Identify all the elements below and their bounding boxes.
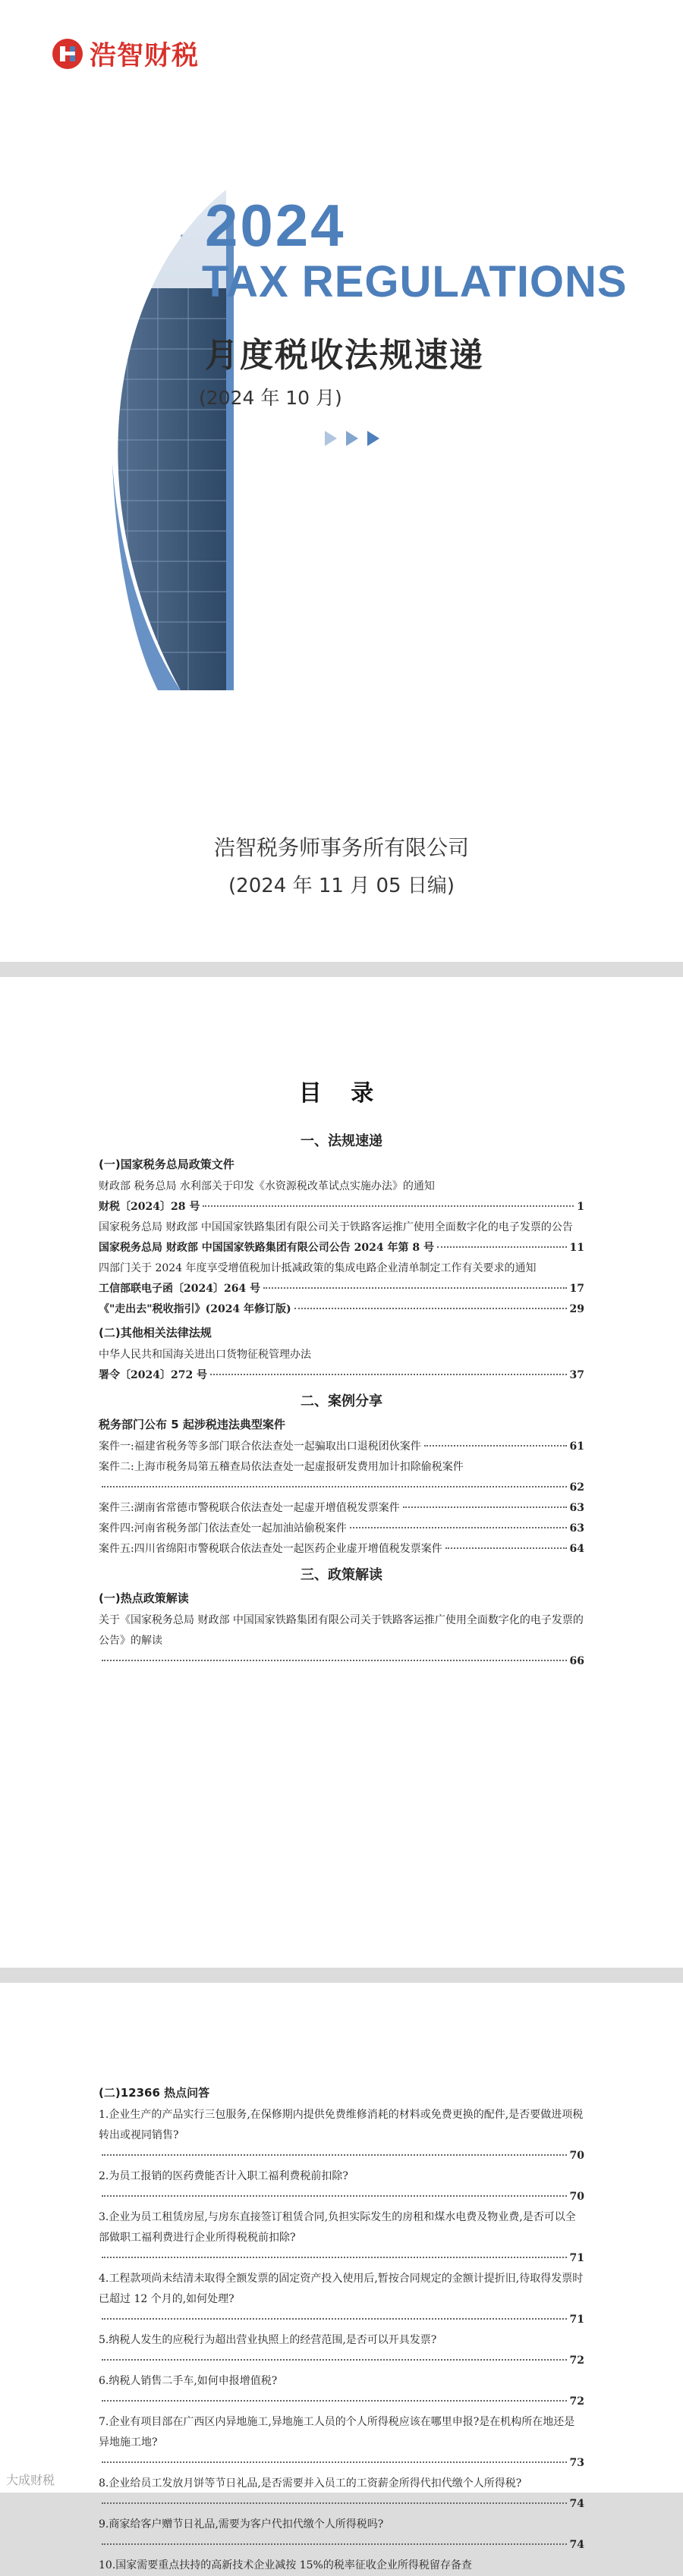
toc-entry-line[interactable] — [99, 1539, 584, 1560]
toc-entry-description: 中华人民共和国海关进出口货物征税管理办法 — [99, 1349, 311, 1361]
toc-section-heading: 二、案例分享 — [301, 1393, 382, 1409]
toc-leader-dots — [210, 1374, 566, 1375]
toc-entry-text: 案件三:湖南省常德市警税联合依法查处一起虚开增值税发票案件 — [99, 1502, 400, 1514]
toc-entry-line[interactable] — [99, 2453, 584, 2474]
toc-leader-dots — [102, 2359, 567, 2361]
toc-entry-text: 国家税务总局 财政部 中国国家铁路集团有限公司公告 2024 年第 8 号 — [99, 1242, 434, 1254]
toc-leader-dots — [102, 2257, 567, 2258]
qa-item-text: 8.企业给员工发放月饼等节日礼品,是否需要并入员工的工资薪金所得代扣代缴个人所得税? — [99, 2477, 522, 2490]
toc-entry-line[interactable] — [99, 1197, 584, 1217]
qa-item-text: 7.企业有项目部在广西区内异地施工,异地施工人员的个人所得税应该在哪里申报?是在机构所在地还是异地施工地? — [99, 2416, 575, 2449]
toc-page-number: 74 — [569, 2539, 584, 2551]
toc-entry-text: 《"走出去"税收指引》(2024 年修订版) — [99, 1303, 291, 1315]
toc-entry-description[interactable]: 案件二:上海市税务局第五稽查局依法查处一起虚报研发费用加计扣除偷税案件 — [99, 1461, 464, 1473]
toc-leader-dots — [294, 1308, 567, 1309]
toc-leader-dots — [403, 1506, 567, 1508]
toc-page-number: 63 — [569, 1522, 584, 1535]
toc-page-number: 66 — [569, 1655, 584, 1667]
toc-subsection-label: (一)国家税务总局政策文件 — [99, 1158, 234, 1171]
company-logo — [50, 35, 199, 73]
toc-page-number: 72 — [569, 2355, 584, 2367]
toc-entry-text: 案件五:四川省绵阳市警税联合依法查处一起医药企业虚开增值税发票案件 — [99, 1543, 442, 1555]
toc-page-number: 29 — [569, 1303, 584, 1315]
qa-item-text: 6.纳税人销售二手车,如何申报增值税? — [99, 2375, 278, 2387]
toc-leader-dots — [424, 1445, 567, 1447]
toc-leader-dots — [350, 1527, 567, 1528]
toc-entry-line[interactable] — [99, 1498, 584, 1519]
toc-entry-line[interactable] — [99, 1478, 584, 1498]
toc-entry-line[interactable] — [99, 1651, 584, 1672]
arrow-decoration-icon — [325, 431, 379, 446]
toc-page-number: 74 — [569, 2498, 584, 2510]
toc-entry-description[interactable]: 关于《国家税务总局 财政部 中国国家铁路集团有限公司关于铁路客运推广使用全面数字化的电子发票的公告》的解读 — [99, 1614, 584, 1647]
toc-entry-line[interactable] — [99, 2146, 584, 2166]
toc-page — [0, 977, 683, 1968]
qa-item[interactable] — [99, 2474, 584, 2494]
qa-item[interactable] — [99, 2269, 584, 2310]
qa-item[interactable] — [99, 2207, 584, 2248]
toc-leader-dots — [102, 2154, 567, 2156]
toc-leader-dots — [102, 2400, 567, 2402]
toc-entry-line[interactable] — [99, 1299, 584, 1320]
toc-entry-text: 财税〔2024〕28 号 — [99, 1201, 200, 1213]
qa-item-text: 3.企业为员工租赁房屋,与房东直接签订租赁合同,负担实际发生的房租和煤水电费及物业费,是否可以全部做职工福利费进行企业所得税税前扣除? — [99, 2211, 576, 2244]
toc-entry-line[interactable] — [99, 1437, 584, 1457]
company-name: 浩智税务师事务所有限公司 — [213, 835, 469, 860]
qa-body — [99, 2080, 584, 2576]
qa-item[interactable] — [99, 2105, 584, 2146]
toc-subsection-label: (一)热点政策解读 — [99, 1591, 189, 1605]
toc-page-number: 11 — [569, 1242, 584, 1254]
cover-title-en: TAX REGULATIONS — [202, 257, 628, 306]
qa-item-text: 10.国家需要重点扶持的高新技术企业减按 15%的税率征收企业所得税留存备查 — [99, 2559, 472, 2571]
cover-period: (2024 年 10 月) — [199, 387, 342, 409]
toc-entry-line[interactable] — [99, 2310, 584, 2330]
toc-entry-text: 案件四:河南省税务部门依法查处一起加油站偷税案件 — [99, 1522, 347, 1535]
toc-page-number: 37 — [569, 1369, 584, 1381]
toc-page-number: 63 — [569, 1502, 584, 1514]
qa-item-text: 9.商家给客户赠节日礼品,需要为客户代扣代缴个人所得税吗? — [99, 2518, 384, 2530]
toc-entry-line[interactable] — [99, 2187, 584, 2207]
qa-item-text: 1.企业生产的产品实行三包服务,在保修期内提供免费维修消耗的材料或免费更换的配件,是否要做进项税转出或视同销售? — [99, 2109, 584, 2141]
toc-entry-text: 署令〔2024〕272 号 — [99, 1369, 208, 1381]
watermark-text: 大成财税 — [6, 2473, 55, 2487]
toc-entry-description: 财政部 税务总局 水利部关于印发《水资源税改革试点实施办法》的通知 — [99, 1180, 435, 1192]
toc-page-number: 62 — [569, 1481, 584, 1494]
toc-page-number: 61 — [569, 1440, 584, 1453]
toc-title: 目 录 — [298, 1080, 385, 1107]
cover-page — [0, 0, 683, 962]
toc-page-number: 72 — [569, 2395, 584, 2408]
toc-page-number: 70 — [569, 2150, 584, 2162]
toc-leader-dots — [445, 1547, 567, 1549]
toc-subsection-label: (二)其他相关法律法规 — [99, 1326, 212, 1340]
qa-item[interactable] — [99, 2330, 584, 2351]
toc-subsection-label: 税务部门公布 5 起涉税违法典型案件 — [99, 1418, 285, 1431]
toc-entry-text: 案件一:福建省税务等多部门联合依法查处一起骗取出口退税团伙案件 — [99, 1440, 421, 1453]
toc-leader-dots — [263, 1287, 566, 1289]
qa-item[interactable] — [99, 2412, 584, 2453]
toc-page-number: 64 — [569, 1543, 584, 1555]
qa-item[interactable] — [99, 2515, 584, 2535]
qa-item-text: 2.为员工报销的医药费能否计入职工福利费税前扣除? — [99, 2170, 348, 2182]
toc-leader-dots — [102, 2461, 567, 2463]
toc-page-number: 70 — [569, 2191, 584, 2203]
toc-entry-line[interactable] — [99, 2494, 584, 2515]
cover-year: 2024 — [205, 192, 346, 259]
toc-leader-dots — [102, 2543, 567, 2545]
qa-item[interactable] — [99, 2166, 584, 2187]
qa-item-text: 4.工程款项尚未结清未取得全额发票的固定资产投入使用后,暂按合同规定的金额计提折旧,待取得发票时已超过 12 个月的,如何处理? — [99, 2273, 584, 2305]
toc-entry-line[interactable] — [99, 1238, 584, 1258]
toc-page-number: 71 — [569, 2252, 584, 2264]
toc-entry-line[interactable] — [99, 2392, 584, 2412]
qa-item[interactable] — [99, 2556, 584, 2576]
toc-leader-dots — [437, 1246, 567, 1248]
toc-leader-dots — [102, 2318, 567, 2320]
qa-item[interactable] — [99, 2371, 584, 2392]
toc-entry-description: 国家税务总局 财政部 中国国家铁路集团有限公司关于铁路客运推广使用全面数字化的电子发票的公告 — [99, 1221, 573, 1233]
toc-entry-line[interactable] — [99, 1365, 584, 1386]
qa-item-text: 5.纳税人发生的应税行为超出营业执照上的经营范围,是否可以开具发票? — [99, 2334, 437, 2346]
toc-section-heading: 一、法规速递 — [301, 1133, 382, 1149]
toc-entry-line[interactable] — [99, 2351, 584, 2371]
toc-leader-dots — [102, 2502, 567, 2504]
toc-entry-line[interactable] — [99, 2535, 584, 2556]
toc-section-heading: 三、政策解读 — [301, 1567, 382, 1583]
logo-mark-icon — [50, 36, 85, 71]
compiled-date: (2024 年 11 月 05 日编) — [228, 875, 455, 897]
cover-title-cn: 月度税收法规速递 — [205, 336, 484, 375]
qa-heading: (二)12366 热点问答 — [99, 2086, 210, 2100]
toc-leader-dots — [203, 1205, 574, 1207]
toc-page-number: 17 — [569, 1283, 584, 1295]
toc-entry-line[interactable] — [99, 2248, 584, 2269]
toc-leader-dots — [102, 2195, 567, 2197]
toc-leader-dots — [102, 1486, 567, 1487]
toc-entry-line[interactable] — [99, 1519, 584, 1539]
toc-page-number: 71 — [569, 2314, 584, 2326]
logo-text: 浩智财税 — [90, 41, 200, 71]
toc-page-number: 73 — [569, 2457, 584, 2469]
toc-entry-text: 工信部联电子函〔2024〕264 号 — [99, 1283, 261, 1295]
toc-entry-line[interactable] — [99, 1279, 584, 1299]
toc-leader-dots — [102, 1660, 567, 1661]
toc-body — [99, 1126, 584, 1672]
toc-page-number: 1 — [577, 1201, 584, 1213]
qa-page — [0, 1983, 683, 2571]
toc-entry-description: 四部门关于 2024 年度享受增值税加计抵减政策的集成电路企业清单制定工作有关要求的通知 — [99, 1262, 537, 1274]
